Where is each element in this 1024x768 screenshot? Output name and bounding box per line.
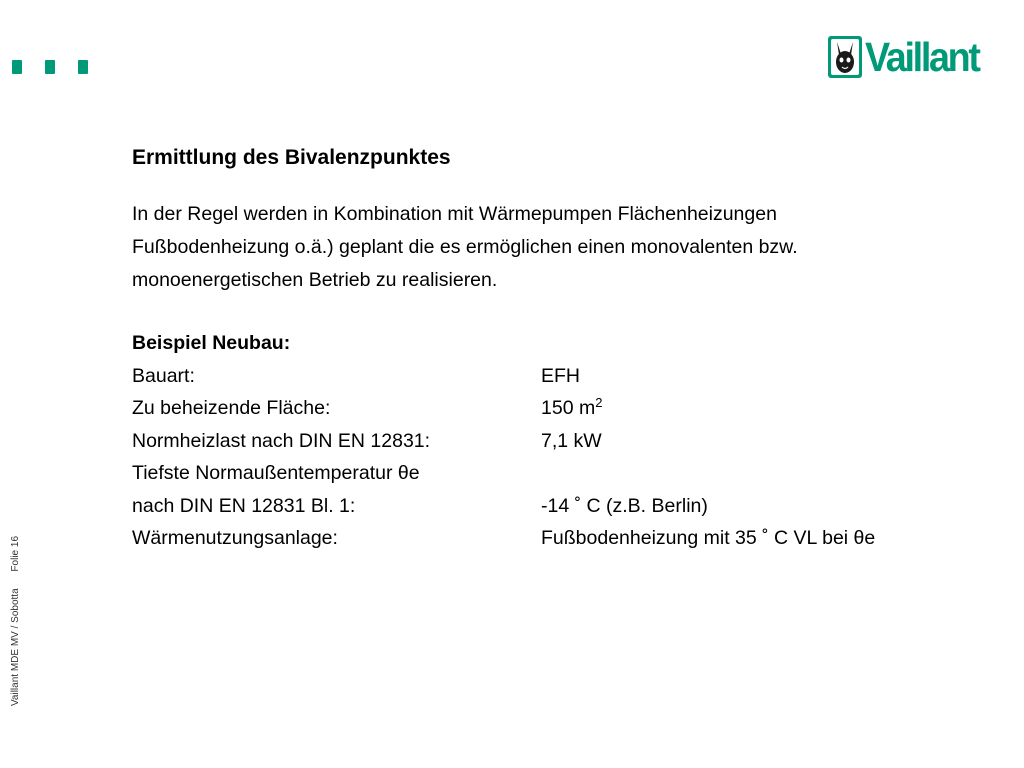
brand-name: Vaillant	[865, 34, 979, 80]
example-label: Wärmenutzungsanlage:	[132, 527, 338, 549]
example-label: nach DIN EN 12831 Bl. 1:	[132, 494, 356, 517]
example-row	[132, 392, 875, 425]
example-row	[132, 425, 875, 458]
dot	[12, 60, 22, 74]
example-row	[132, 457, 875, 490]
example-value: -14 ˚ C (z.B. Berlin)	[541, 494, 708, 517]
footer-slide-label: Folie	[10, 549, 21, 572]
hare-logo-icon	[828, 36, 862, 78]
superscript: 2	[595, 395, 603, 410]
example-row	[132, 522, 875, 555]
example-label: Zu beheizende Fläche:	[132, 397, 331, 419]
example-value	[541, 392, 602, 425]
example-heading: Beispiel Neubau:	[132, 332, 291, 354]
dot	[78, 60, 88, 74]
example-value: 7,1 kW	[541, 429, 602, 452]
intro-line: In der Regel werden in Kombination mit Wärmepumpen Flächenheizungen	[132, 203, 777, 225]
example-label: Normheizlast nach DIN EN 12831:	[132, 429, 431, 452]
example-row	[132, 360, 875, 393]
value-text: 150 m	[541, 397, 596, 419]
dot	[45, 60, 55, 74]
example-row	[132, 490, 875, 523]
example-value: EFH	[541, 364, 580, 387]
example-value: Fußbodenheizung mit 35 ˚ C VL bei θe	[541, 527, 876, 549]
intro-line: Fußbodenheizung o.ä.) geplant die es ermöglichen einen monovalenten bzw.	[132, 236, 798, 258]
example-label: Tiefste Normaußentemperatur θe	[132, 462, 420, 484]
vaillant-logo	[828, 36, 989, 78]
intro-paragraph	[132, 198, 932, 297]
footer-vertical	[10, 536, 21, 706]
footer-author: Vaillant MDE MV / Sobotta	[10, 588, 21, 706]
example-section	[132, 327, 875, 555]
footer-slide-number: 16	[10, 535, 21, 548]
example-label: Bauart:	[132, 364, 195, 387]
decorative-dots	[12, 60, 88, 74]
intro-line: monoenergetischen Betrieb zu realisieren.	[132, 269, 498, 291]
slide-title: Ermittlung des Bivalenzpunktes	[132, 146, 451, 169]
